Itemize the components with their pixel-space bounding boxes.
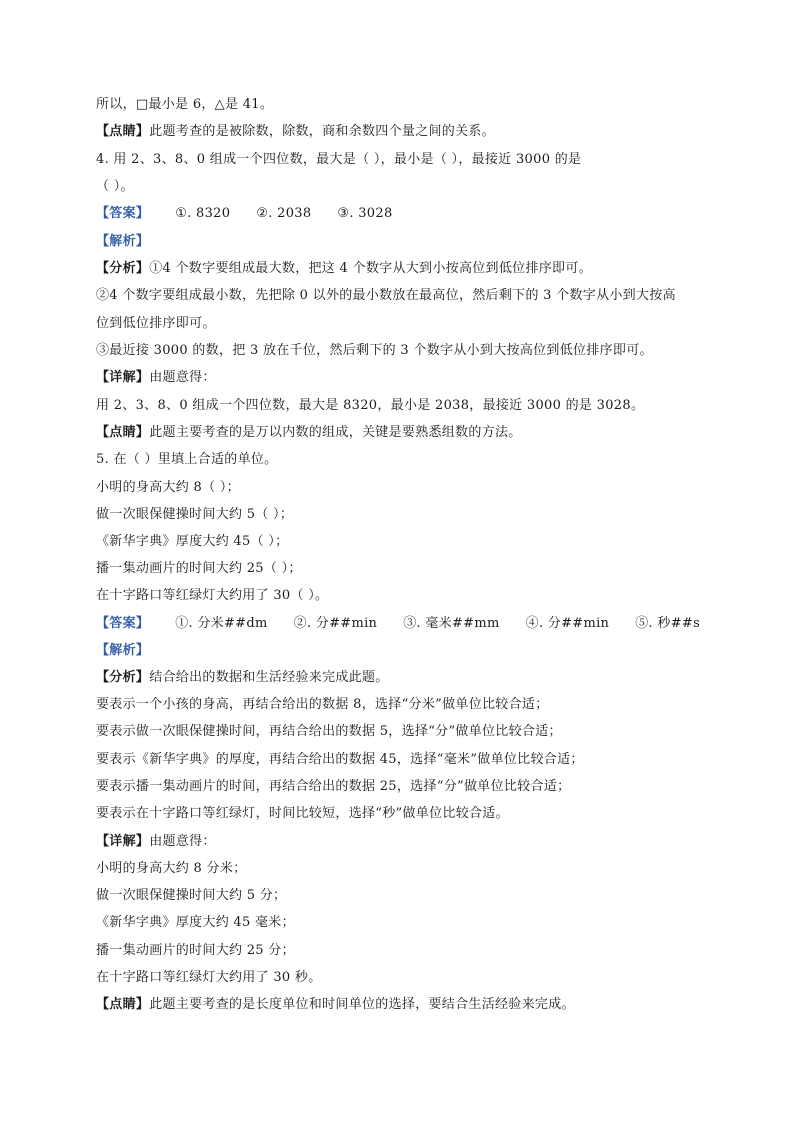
text-line: 要表示在十字路口等红绿灯，时间比较短，选择“秒”做单位比较合适。 xyxy=(96,806,509,821)
text-line xyxy=(96,425,522,441)
tag-xiangjie: 【详解】 xyxy=(96,370,150,385)
tag-dianjing: 【点睛】 xyxy=(96,124,150,139)
text-line xyxy=(96,834,216,850)
tag-fenxi: 【分析】 xyxy=(96,261,150,276)
question-5: 5. 在（ ）里填上合适的单位。 xyxy=(96,452,278,467)
tag-dianjing: 【点睛】 xyxy=(96,425,150,440)
answer-item: ②. 2038 xyxy=(256,206,312,221)
text-line: 做一次眼保健操时间大约 5 分； xyxy=(96,888,287,903)
text-line xyxy=(96,261,592,277)
tag-daan: 【答案】 xyxy=(96,616,150,631)
question-4: 4. 用 2、3、8、0 组成一个四位数，最大是（ ），最小是（ ），最接近 3000 的是 xyxy=(96,152,582,167)
answer-row-q5 xyxy=(96,616,700,632)
answer-item: ⑤. 秒##s xyxy=(635,616,701,631)
text-span: 此题考查的是被除数，除数，商和余数四个量之间的关系。 xyxy=(149,124,496,139)
text-line xyxy=(96,370,216,386)
text-line: （ ）。 xyxy=(96,179,134,194)
answer-row-q4 xyxy=(96,206,393,222)
text-span: 此题主要考查的是长度单位和时间单位的选择，要结合生活经验来完成。 xyxy=(149,997,575,1012)
tag-dianjing: 【点睛】 xyxy=(96,997,150,1012)
answer-item: ③. 3028 xyxy=(337,206,393,221)
text-line xyxy=(96,234,149,250)
text-line xyxy=(96,643,149,659)
answer-item: ①. 8320 xyxy=(175,206,231,221)
tag-xiangjie: 【详解】 xyxy=(96,834,150,849)
text-line: 要表示做一次眼保健操时间，再结合给出的数据 5，选择“分”做单位比较合适； xyxy=(96,724,562,739)
text-line: ②4 个数字要组成最小数，先把除 0 以外的最小数放在最高位，然后剩下的 3 个数字从小到大按高 xyxy=(96,288,676,303)
text-line: 要表示播一集动画片的时间，再结合给出的数据 25，选择“分”做单位比较合适； xyxy=(96,779,571,794)
text-line xyxy=(96,997,575,1013)
text-line: 播一集动画片的时间大约 25（ ）； xyxy=(96,561,302,576)
text-line: 《新华字典》厚度大约 45（ ）； xyxy=(96,534,289,549)
text-line: 要表示《新华字典》的厚度，再结合给出的数据 45，选择“毫米”做单位比较合适； xyxy=(96,752,584,767)
text-line: 用 2、3、8、0 组成一个四位数，最大是 8320，最小是 2038，最接近 3000 的是 3028。 xyxy=(96,398,645,413)
text-line: 播一集动画片的时间大约 25 分； xyxy=(96,943,295,958)
tag-fenxi: 【分析】 xyxy=(96,670,150,685)
text-line: 《新华字典》厚度大约 45 毫米； xyxy=(96,915,295,930)
text-line xyxy=(96,124,495,140)
answer-item: ①. 分米##dm xyxy=(175,616,268,631)
text-span: 此题主要考查的是万以内数的组成，关键是要熟悉组数的方法。 xyxy=(149,425,522,440)
answer-item: ④. 分##min xyxy=(525,616,610,631)
text-line: ③最近接 3000 的数，把 3 放在千位，然后剩下的 3 个数字从小到大按高位到低位排序即可。 xyxy=(96,343,653,358)
text-line: 做一次眼保健操时间大约 5（ ）； xyxy=(96,507,294,522)
text-line xyxy=(96,670,389,686)
text-span: ①4 个数字要组成最大数，把这 4 个数字从大到小按高位到低位排序即可。 xyxy=(149,261,592,276)
answer-item: ②. 分##min xyxy=(293,616,378,631)
text-line: 小明的身高大约 8（ ）； xyxy=(96,480,240,495)
text-span: 结合给出的数据和生活经验来完成此题。 xyxy=(149,670,389,685)
text-span: 由题意得： xyxy=(149,834,216,849)
text-line: 要表示一个小孩的身高，再结合给出的数据 8，选择“分米”做单位比较合适； xyxy=(96,697,549,712)
text-line: 小明的身高大约 8 分米； xyxy=(96,861,247,876)
tag-jiexi: 【解析】 xyxy=(96,234,150,249)
tag-daan: 【答案】 xyxy=(96,206,150,221)
text-line: 位到低位排序即可。 xyxy=(96,316,216,331)
text-line: 在十字路口等红绿灯大约用了 30 秒。 xyxy=(96,970,322,985)
tag-jiexi: 【解析】 xyxy=(96,643,150,658)
text-line: 在十字路口等红绿灯大约用了 30（ ）。 xyxy=(96,588,329,603)
text-line: 所以，□最小是 6，△是 41。 xyxy=(96,97,274,112)
answer-item: ③. 毫米##mm xyxy=(403,616,500,631)
text-span: 由题意得： xyxy=(149,370,216,385)
